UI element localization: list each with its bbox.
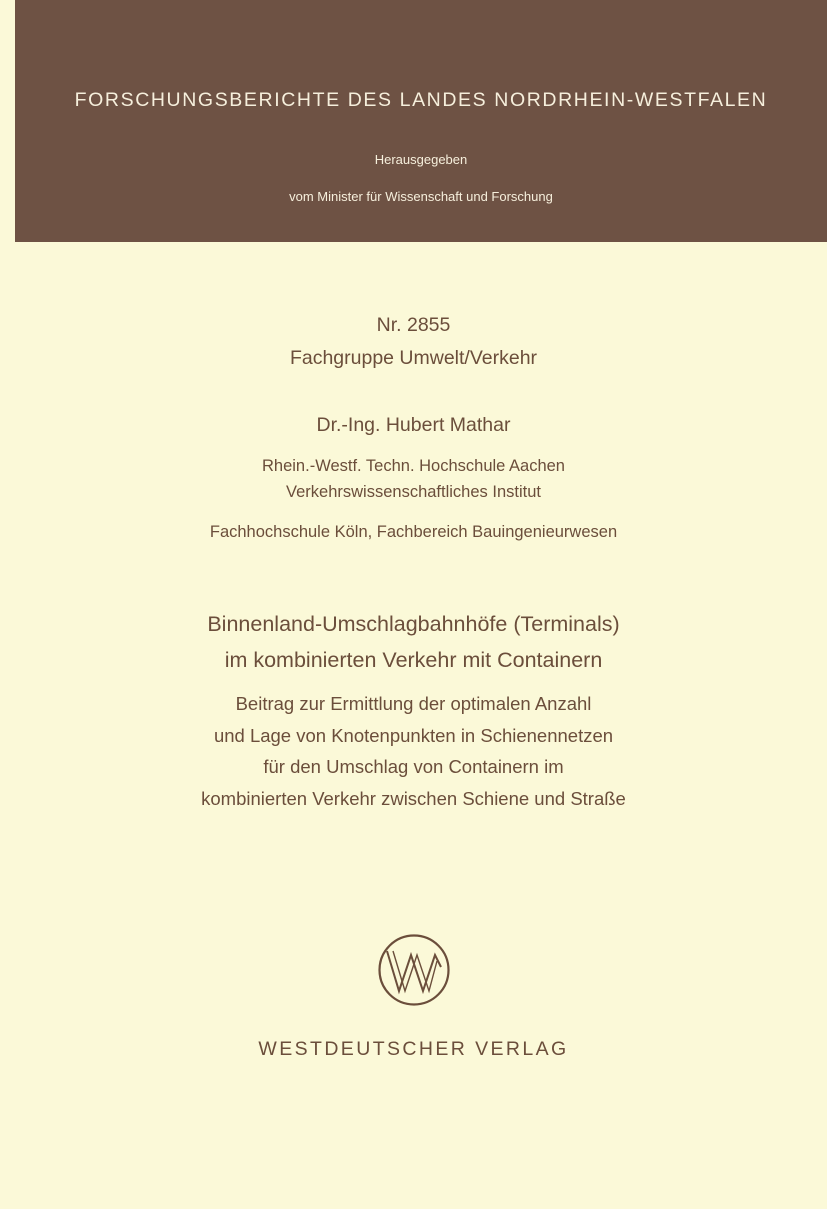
subtitle-line-3: für den Umschlag von Containern im <box>263 756 564 777</box>
report-group: Fachgruppe Umwelt/Verkehr <box>289 347 538 369</box>
publisher-name: WESTDEUTSCHER VERLAG <box>258 1038 569 1060</box>
report-number: Nr. 2855 <box>376 314 451 336</box>
author-affiliation-3: Fachhochschule Köln, Fachbereich Bauingenieurwesen <box>209 523 618 541</box>
author-affiliation-2: Verkehrswissenschaftliches Institut <box>286 483 541 501</box>
subtitle-line-4: kombinierten Verkehr zwischen Schiene und Straße <box>201 788 626 809</box>
subtitle-line-2: und Lage von Knotenpunkten in Schienennetzen <box>213 725 614 746</box>
series-title: FORSCHUNGSBERICHTE DES LANDES NORDRHEIN-WESTFALEN <box>74 89 768 111</box>
subtitle-line-1: Beitrag zur Ermittlung der optimalen Anzahl <box>235 693 592 714</box>
publisher-note: Herausgegeben <box>374 152 468 167</box>
title-line-1: Binnenland-Umschlagbahnhöfe (Terminals) <box>207 612 620 636</box>
author-name: Dr.-Ing. Hubert Mathar <box>316 414 511 436</box>
author-affiliation-1: Rhein.-Westf. Techn. Hochschule Aachen <box>262 457 565 475</box>
publisher-minister: vom Minister für Wissenschaft und Forschung <box>289 189 553 204</box>
title-line-2: im kombinierten Verkehr mit Containern <box>224 648 603 672</box>
header-band <box>15 0 827 242</box>
westdeutscher-verlag-logo-icon <box>377 933 451 1007</box>
